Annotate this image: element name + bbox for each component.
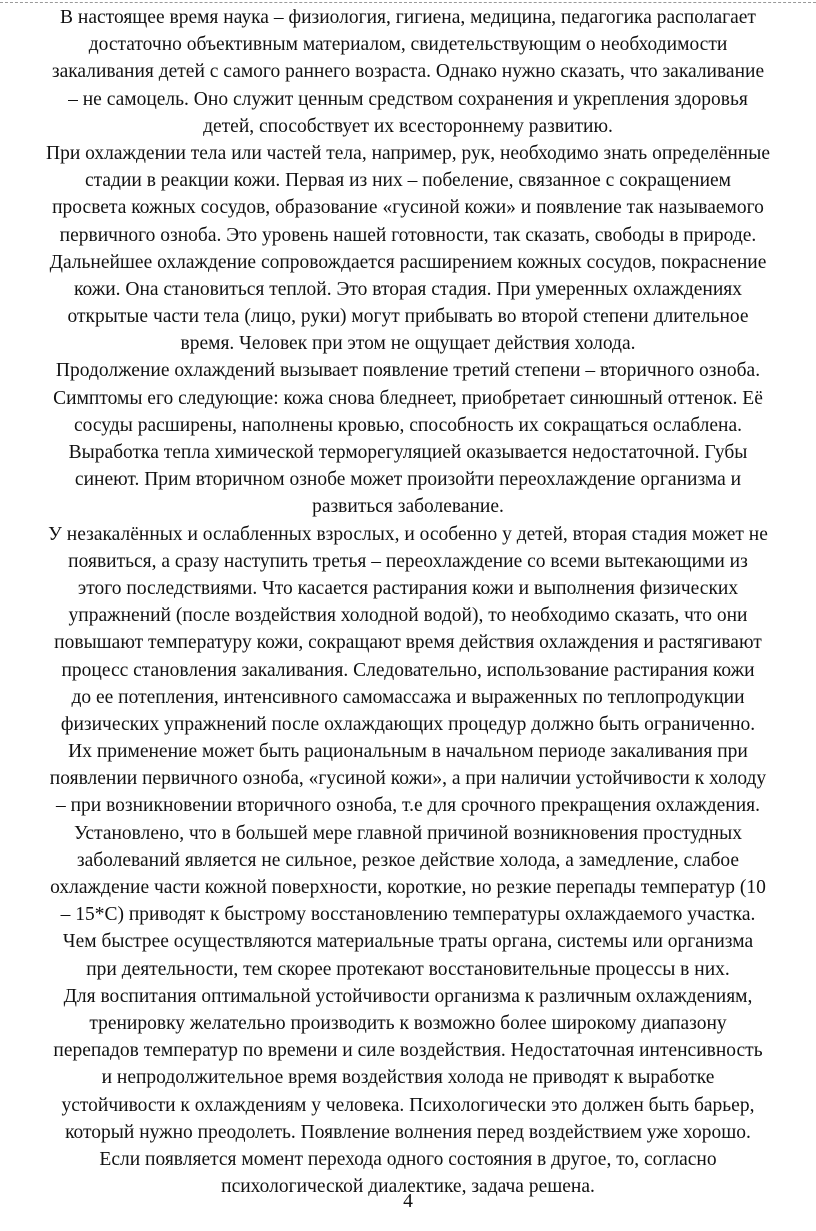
text-line: стадии в реакции кожи. Первая из них – побеление, связанное с сокращением: [84, 170, 732, 192]
text-line: этого последствиями. Что касается растирания кожи и выполнения физических: [77, 577, 739, 599]
text-line: В настоящее время наука – физиология, гигиена, медицина, педагогика располагает: [60, 7, 756, 28]
text-line: достаточно объективным материалом, свидетельствующим о необходимости: [88, 34, 728, 56]
text-line: Если появляется момент перехода одного состояния в другое, то, согласно: [99, 1148, 717, 1170]
text-line: повышают температуру кожи, сокращают время действия охлаждения и растягивают: [54, 632, 762, 654]
text-line: Чем быстрее осуществляются материальные траты органа, системы или организма: [62, 931, 754, 953]
text-line: закаливания детей с самого раннего возраста. Однако нужно сказать, что закаливание: [51, 61, 765, 83]
text-line: У незакалённых и ослабленных взрослых, и особенно у детей, вторая стадия может не: [48, 523, 768, 545]
text-line: появлении первичного озноба, «гусиной кожи», а при наличии устойчивости к холоду: [49, 768, 767, 790]
text-line: появиться, а сразу наступить третья – переохлаждение со всеми вытекающими из: [68, 550, 748, 572]
text-line: перепадов температур по времени и силе воздействия. Недостаточная интенсивность: [53, 1040, 763, 1062]
text-line: тренировку желательно производить к возможно более широкому диапазону: [89, 1012, 727, 1034]
text-line: детей, способствует их всестороннему развитию.: [203, 115, 613, 137]
text-line: Дальнейшее охлаждение сопровождается расширением кожных сосудов, покраснение: [49, 251, 767, 273]
text-line: устойчивости к охлаждениям у человека. Психологически это должен быть барьер,: [61, 1094, 755, 1116]
text-line: охлаждение части кожной поверхности, короткие, но резкие перепады температур (10: [50, 877, 766, 898]
text-line: просвета кожных сосудов, образование «гусиной кожи» и появление так называемого: [52, 197, 764, 219]
text-line: развиться заболевание.: [312, 496, 504, 518]
text-line: физических упражнений после охлаждающих процедур должно быть ограниченно.: [60, 713, 756, 735]
text-line: – при возникновении вторичного озноба, т.е для срочного прекращения охлаждения.: [55, 795, 761, 817]
text-line: – не самоцель. Оно служит ценным средством сохранения и укрепления здоровья: [68, 88, 748, 110]
text-line: синеют. Прим вторичном ознобе может произойти переохлаждение организма и: [74, 469, 742, 491]
text-line: упражнений (после воздействия холодной водой), то необходимо сказать, что они: [68, 605, 748, 627]
text-line: и непродолжительное время воздействия холода не приводят к выработке: [101, 1067, 715, 1089]
page-number: 4: [403, 1191, 413, 1212]
text-line: Выработка тепла химической терморегуляцией оказывается недостаточной. Губы: [68, 442, 748, 463]
header-divider: [0, 2, 816, 3]
text-line: время. Человек при этом не ощущает действия холода.: [180, 333, 636, 355]
text-line: Установлено, что в большей мере главной причиной возникновения простудных: [73, 822, 743, 844]
text-line: Их применение может быть рациональным в начальном периоде закаливания при: [68, 741, 748, 763]
text-line: При охлаждении тела или частей тела, например, рук, необходимо знать определённые: [46, 142, 770, 164]
document-body: [0, 4, 816, 1200]
text-line: до ее потепления, интенсивного самомассажа и выраженных по теплопродукции: [71, 686, 745, 708]
text-line: Симптомы его следующие: кожа снова бледнеет, приобретает синюшный оттенок. Её: [53, 387, 763, 409]
text-line: который нужно преодолеть. Появление волнения перед воздействием уже хорошо.: [65, 1121, 751, 1143]
text-line: – 15*С) приводят к быстрому восстановлению температуры охлаждаемого участка.: [60, 904, 756, 926]
text-line: первичного озноба. Это уровень нашей готовности, так сказать, свободы в природе.: [59, 224, 757, 246]
text-line: открытые части тела (лицо, руки) могут прибывать во второй степени длительное: [67, 306, 749, 328]
text-line: процесс становления закаливания. Следовательно, использование растирания кожи: [61, 659, 755, 681]
text-line: заболеваний является не сильное, резкое действие холода, а замедление, слабое: [76, 849, 740, 871]
text-line: Продолжение охлаждений вызывает появление третий степени – вторичного озноба.: [55, 360, 761, 382]
text-line: кожи. Она становиться теплой. Это вторая стадия. При умеренных охлаждениях: [73, 278, 743, 300]
text-line: при деятельности, тем скорее протекают восстановительные процессы в них.: [86, 958, 730, 980]
text-line: Для воспитания оптимальной устойчивости организма к различным охлаждениям,: [63, 985, 753, 1007]
text-line: психологической диалектике, задача решена.: [221, 1176, 595, 1198]
text-line: сосуды расширены, наполнены кровью, способность их сокращаться ослаблена.: [74, 414, 742, 436]
